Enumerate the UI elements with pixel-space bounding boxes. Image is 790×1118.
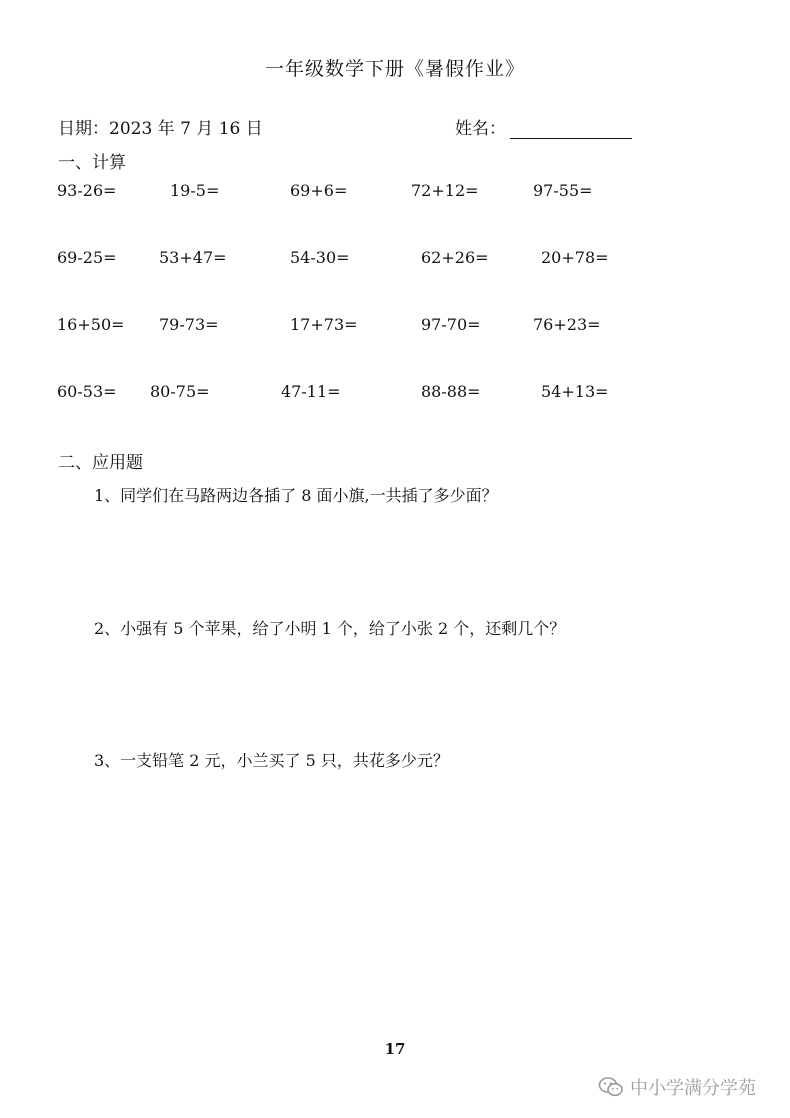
name-label: 姓名： bbox=[455, 119, 506, 139]
calc-item: 79-73= bbox=[159, 315, 219, 334]
word-problem-3: 3、一支铅笔 2 元，小兰买了 5 只，共花多少元？ bbox=[94, 751, 449, 770]
date-line: 日期：2023 年 7 月 16 日 bbox=[58, 119, 263, 139]
word-problem-2: 2、小强有 5 个苹果，给了小明 1 个，给了小张 2 个，还剩几个？ bbox=[94, 619, 566, 638]
calc-item: 60-53= bbox=[57, 382, 117, 401]
page-title: 一年级数学下册《暑假作业》 bbox=[264, 58, 525, 80]
calc-item: 17+73= bbox=[290, 315, 358, 334]
word-problem-1: 1、同学们在马路两边各插了 8 面小旗,一共插了多少面？ bbox=[94, 486, 498, 505]
section-heading-word-problems: 二、应用题 bbox=[58, 453, 143, 473]
watermark-text: 中小学满分学苑 bbox=[630, 1078, 756, 1099]
calc-item: 80-75= bbox=[150, 382, 210, 401]
section-heading-calculation: 一、计算 bbox=[58, 153, 126, 173]
calc-item: 16+50= bbox=[57, 315, 125, 334]
wechat-icon bbox=[598, 1076, 624, 1098]
calc-item: 69-25= bbox=[57, 248, 117, 267]
calc-item: 76+23= bbox=[533, 315, 601, 334]
calc-item: 54-30= bbox=[290, 248, 350, 267]
page-number: 17 bbox=[384, 1040, 406, 1058]
calc-item: 62+26= bbox=[421, 248, 489, 267]
calc-item: 47-11= bbox=[281, 382, 341, 401]
watermark bbox=[598, 1074, 756, 1100]
calc-item: 88-88= bbox=[421, 382, 481, 401]
calc-item: 97-55= bbox=[533, 181, 593, 200]
name-blank-line bbox=[510, 118, 632, 139]
calc-item: 54+13= bbox=[541, 382, 609, 401]
calc-item: 93-26= bbox=[57, 181, 117, 200]
calc-item: 19-5= bbox=[170, 181, 220, 200]
calc-item: 72+12= bbox=[411, 181, 479, 200]
calc-item: 20+78= bbox=[541, 248, 609, 267]
calc-item: 97-70= bbox=[421, 315, 481, 334]
calc-item: 69+6= bbox=[290, 181, 348, 200]
calc-item: 53+47= bbox=[159, 248, 227, 267]
name-field bbox=[455, 114, 632, 139]
